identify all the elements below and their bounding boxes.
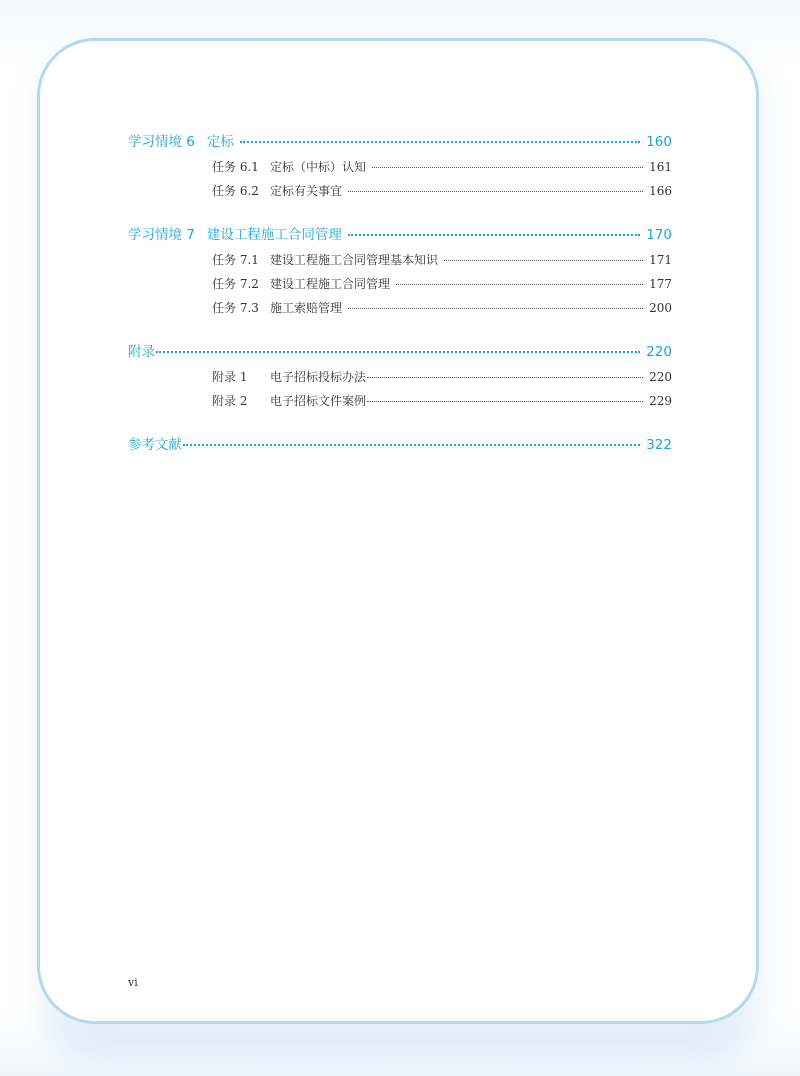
dot-leader	[348, 308, 643, 309]
task-number: 任务 7.1	[212, 253, 259, 267]
appendix-number: 附录 1	[212, 370, 248, 384]
task-title: 定标（中标）认知	[270, 160, 367, 174]
task-title: 建设工程施工合同管理基本知识	[270, 253, 439, 267]
dot-leader	[396, 284, 643, 285]
task-page-number: 177	[649, 277, 672, 291]
dot-leader	[367, 401, 643, 402]
task-page-number: 166	[649, 184, 672, 198]
toc-appendix-item[interactable]	[128, 365, 672, 389]
appendix-item-title: 电子招标文件案例	[270, 394, 367, 408]
appendix-item-page-number: 220	[649, 370, 672, 384]
toc-task-entry[interactable]	[128, 155, 672, 179]
task-number: 任务 6.2	[212, 184, 259, 198]
toc-chapter-entry[interactable]	[128, 130, 672, 155]
chapter-number: 学习情境 6	[128, 134, 195, 150]
table-of-contents	[128, 130, 672, 478]
toc-task-entry[interactable]	[128, 296, 672, 320]
appendix-item-page-number: 229	[649, 394, 672, 408]
appendix-page-number: 220	[646, 344, 672, 360]
toc-task-entry[interactable]	[128, 179, 672, 203]
toc-chapter-entry[interactable]	[128, 223, 672, 248]
references-page-number: 322	[646, 437, 672, 453]
appendix-number: 附录 2	[212, 394, 248, 408]
task-page-number: 171	[649, 253, 672, 267]
dot-leader	[444, 260, 643, 261]
dot-leader	[240, 141, 640, 143]
toc-section-appendix	[128, 340, 672, 413]
references-title: 参考文献	[128, 437, 182, 453]
task-title: 施工索赔管理	[270, 301, 343, 315]
task-page-number: 200	[649, 301, 672, 315]
dot-leader	[372, 167, 643, 168]
chapter-number: 学习情境 7	[128, 227, 195, 243]
toc-appendix-item[interactable]	[128, 389, 672, 413]
dot-leader	[348, 191, 643, 192]
task-title: 定标有关事宜	[270, 184, 343, 198]
toc-references-entry[interactable]	[128, 433, 672, 458]
task-number: 任务 7.2	[212, 277, 259, 291]
appendix-item-title: 电子招标投标办法	[270, 370, 367, 384]
task-number: 任务 7.3	[212, 301, 259, 315]
dot-leader	[367, 377, 643, 378]
dot-leader	[348, 234, 640, 236]
toc-section-7	[128, 223, 672, 320]
chapter-page-number: 170	[646, 227, 672, 243]
task-title: 建设工程施工合同管理	[270, 277, 391, 291]
chapter-page-number: 160	[646, 134, 672, 150]
toc-task-entry[interactable]	[128, 248, 672, 272]
toc-appendix-entry[interactable]	[128, 340, 672, 365]
toc-section-references	[128, 433, 672, 458]
page-folio: vi	[128, 976, 138, 989]
task-number: 任务 6.1	[212, 160, 259, 174]
dot-leader	[183, 444, 640, 446]
chapter-title: 定标	[206, 134, 234, 150]
appendix-title: 附录	[128, 344, 155, 360]
toc-section-6	[128, 130, 672, 203]
dot-leader	[156, 351, 640, 353]
toc-task-entry[interactable]	[128, 272, 672, 296]
task-page-number: 161	[649, 160, 672, 174]
chapter-title: 建设工程施工合同管理	[206, 227, 342, 243]
